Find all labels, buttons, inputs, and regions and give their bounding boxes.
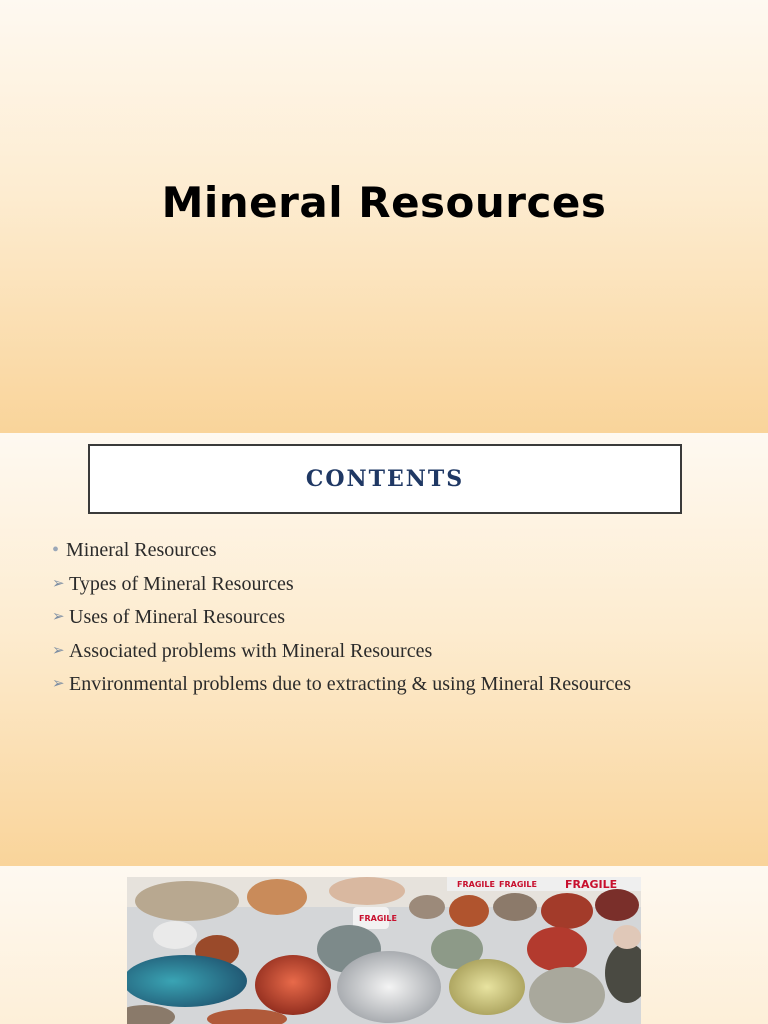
fragile-label: FRAGILE (359, 914, 397, 923)
minerals-illustration (127, 877, 641, 1024)
list-item-text: Environmental problems due to extracting & using Mineral Resources (69, 673, 632, 696)
list-item (52, 668, 631, 702)
slide-title: Mineral Resources (161, 178, 607, 227)
contents-slide (0, 433, 768, 866)
contents-heading: CONTENTS (305, 466, 465, 492)
fragile-label: FRAGILE (565, 878, 618, 891)
list-item (52, 635, 631, 669)
contents-heading-box (88, 444, 682, 514)
list-item-text: Associated problems with Mineral Resources (69, 639, 433, 662)
list-item-text: Mineral Resources (66, 539, 217, 561)
contents-list (52, 534, 631, 702)
arrow-bullet-icon: ➢ (52, 575, 65, 592)
arrow-bullet-icon: ➢ (52, 609, 65, 626)
list-item (52, 534, 631, 568)
minerals-photo (127, 877, 641, 1024)
list-item-text: Uses of Mineral Resources (69, 606, 286, 629)
title-slide (0, 0, 768, 433)
list-item-text: Types of Mineral Resources (69, 572, 294, 595)
image-slide (0, 866, 768, 1024)
fragile-label: FRAGILE (457, 880, 495, 889)
arrow-bullet-icon: ➢ (52, 676, 65, 693)
bullet-dot-icon: • (52, 539, 60, 561)
fragile-label: FRAGILE (499, 880, 537, 889)
list-item (52, 601, 631, 635)
list-item (52, 568, 631, 602)
arrow-bullet-icon: ➢ (52, 642, 65, 659)
